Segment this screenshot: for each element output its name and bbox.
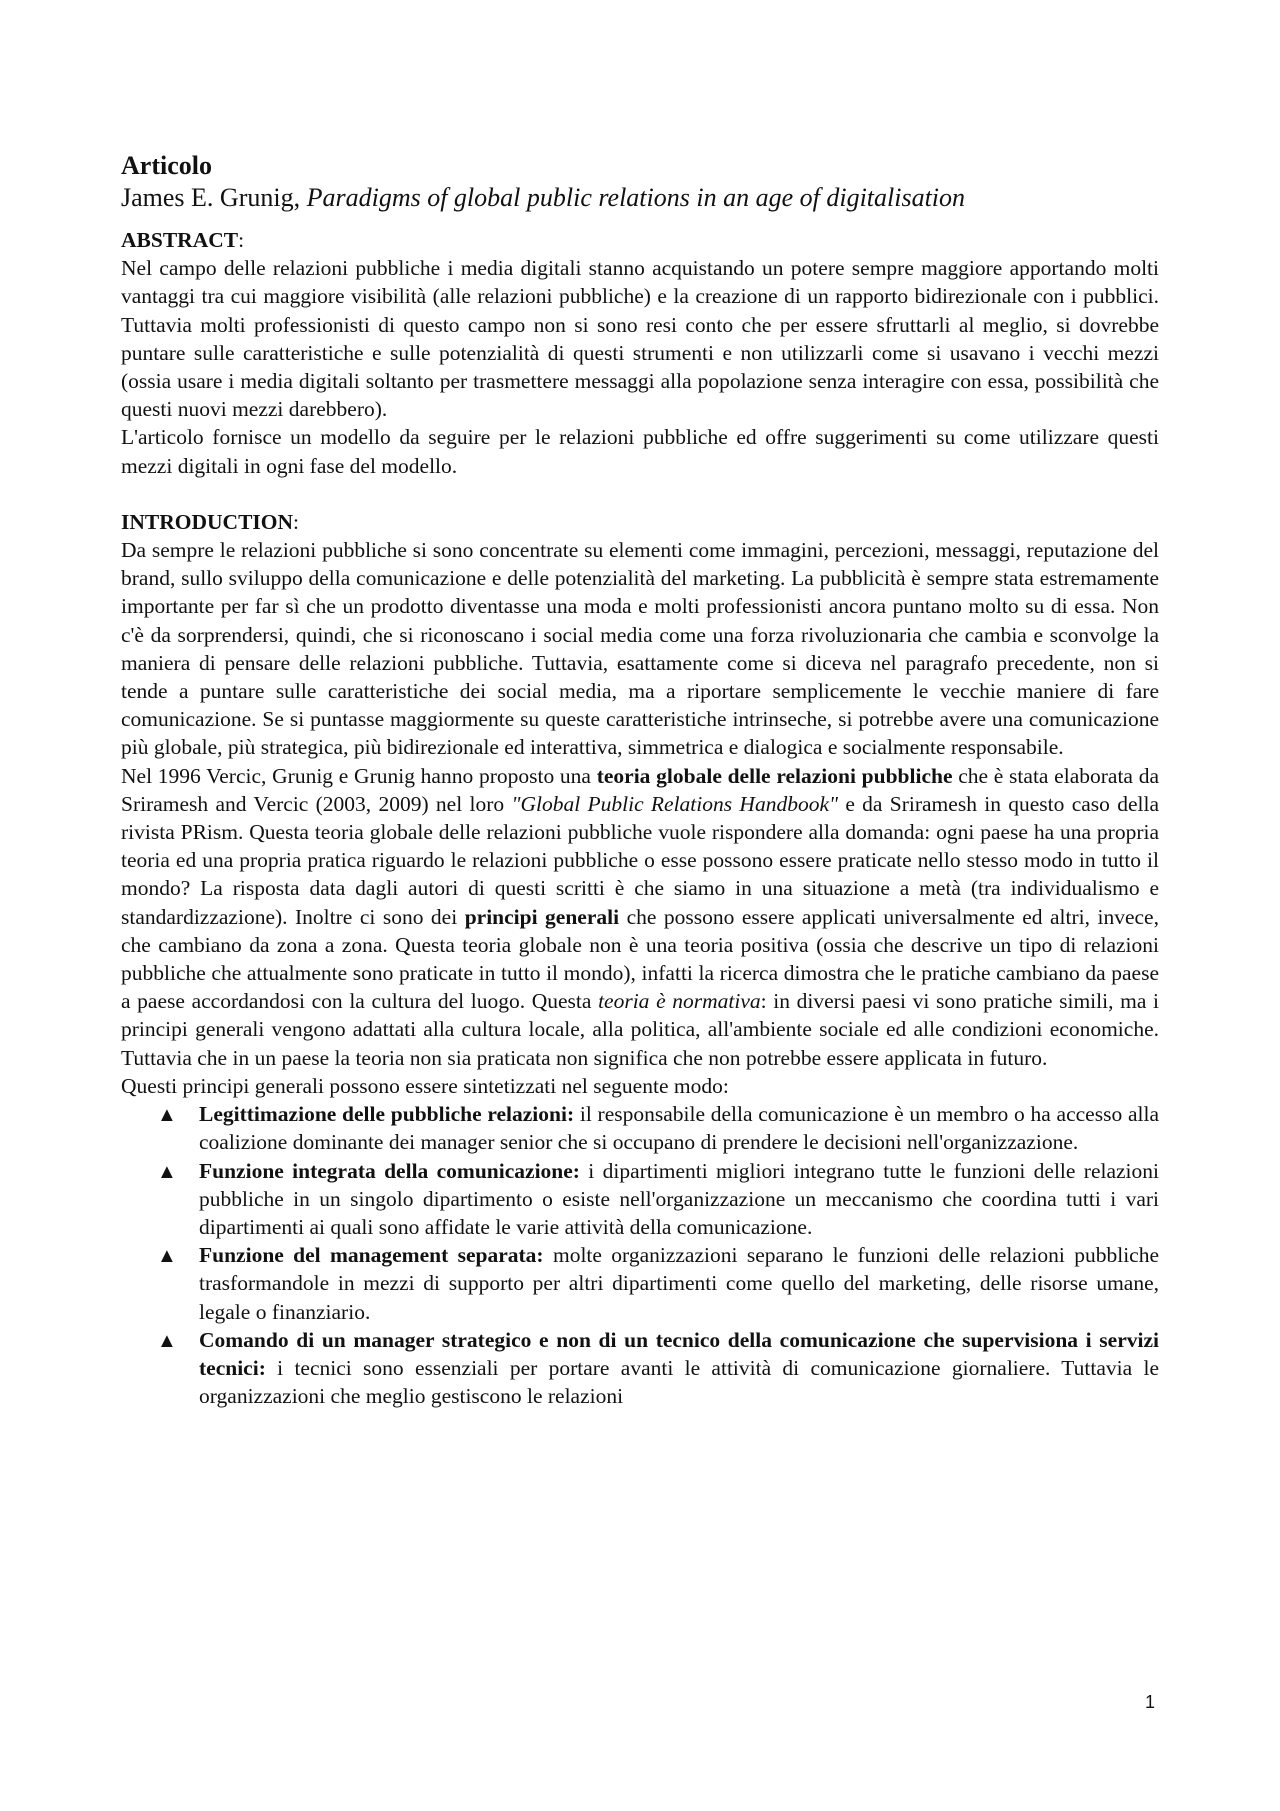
section-spacer: [121, 480, 1159, 508]
principle-text: i dipartimenti migliori integrano tutte le funzioni delle relazioni pubbliche in un singolo dipartimento o esiste nell'organizzazione un meccanismo che coordina tutti i vari dipartimenti ai quali sono affidate le varie attività della comunicazione.: [199, 1158, 1159, 1239]
introduction-heading-colon: :: [293, 509, 300, 534]
principle-text: il responsabile della comunicazione è un membro o ha accesso alla coalizione dominante dei manager senior che si occupano di prendere le decisioni nell'organizzazione.: [199, 1102, 1159, 1155]
bold-term-global-theory: teoria globale delle relazioni pubbliche: [596, 763, 953, 788]
text-run: : in diversi paesi vi sono pratiche simili, ma i principi generali vengono adattati alla cultura locale, alla politica, all'ambiente sociale ed alle condizioni economiche. Tuttavia che in un paese la teoria non sia praticata non significa che non potrebbe essere applicata in futuro.: [121, 989, 1160, 1070]
abstract-paragraph-1: Nel campo delle relazioni pubbliche i media digitali stanno acquistando un potere sempre maggiore apportando molti vantaggi tra cui maggiore visibilità (alle relazioni pubbliche) e la creazione di un rapporto bidirezionale con i pubblici. Tuttavia molti professionisti di questo campo non si sono resi conto che per essere sfruttarli al meglio, si dovrebbe puntare sulle caratteristiche e sulle potenzialità di questi strumenti e non utilizzarli come si usavano i vecchi mezzi (ossia usare i media digitali soltanto per trasmettere messaggi alla popolazione senza interagire con essa, possibilità che questi nuovi mezzi darebbero).: [121, 256, 1159, 422]
introduction-paragraph-1: Da sempre le relazioni pubbliche si sono concentrate su elementi come immagini, percezioni, messaggi, reputazione del brand, sullo sviluppo della comunicazione e delle potenzialità del marketing. La pubblicità è sempre stata estremamente importante per far sì che un prodotto diventasse una moda e molti professionisti ancora puntano molto su di essa. Non c'è da sorprendersi, quindi, che si riconoscano i social media come una forza rivoluzionaria che cambia e sconvolge la maniera di pensare delle relazioni pubbliche. Tuttavia, esattamente come si diceva nel paragrafo precedente, non si tende a puntare sulle caratteristiche dei social media, ma a riportare semplicemente le vecchie maniere di fare comunicazione. Se si puntasse maggiormente su queste caratteristiche intrinseche, si potrebbe avere una comunicazione più globale, più strategica, più bidirezionale ed interattiva, simmetrica e dialogica e socialmente responsabile.: [121, 538, 1159, 760]
article-citation: [121, 182, 1159, 214]
list-item: [157, 1326, 1159, 1411]
italic-handbook-title: "Global Public Relations Handbook": [511, 791, 839, 816]
triangle-bullet-icon: ▲: [157, 1329, 177, 1352]
author-name: James E. Grunig,: [121, 183, 307, 212]
introduction-heading: INTRODUCTION: [121, 509, 294, 534]
principle-text: molte organizzazioni separano le funzioni delle relazioni pubbliche trasformandole in mezzi di supporto per altri dipartimenti come quello del marketing, delle risorse umane, legale o finanziario.: [199, 1243, 1160, 1324]
abstract-section: [121, 226, 1159, 480]
text-run: che possono essere applicati universalmente ed altri, invece, che cambiano da zona a zona. Questa teoria globale non è una teoria positiva (ossia che descrive un tipo di relazioni pubbliche che attualmente sono praticate in tutto il mondo), infatti la ricerca dimostra che le pratiche cambiano da paese a paese accordandosi con la cultura del luogo. Questa: [121, 904, 1159, 1014]
principle-term: Comando di un manager strategico e non di un tecnico della comunicazione che supervisiona i servizi tecnici:: [199, 1327, 1159, 1380]
principle-term: Funzione integrata della comunicazione:: [199, 1158, 580, 1183]
italic-normative-theory: teoria è normativa: [598, 989, 761, 1014]
document-page: [121, 150, 1159, 1410]
document-label: Articolo: [121, 151, 212, 180]
triangle-bullet-icon: ▲: [157, 1245, 177, 1268]
abstract-paragraph-2: L'articolo fornisce un modello da seguire per le relazioni pubbliche ed offre suggerimenti su come utilizzare questi mezzi digitali in ogni fase del modello.: [121, 425, 1159, 478]
bold-term-general-principles: principi generali: [464, 904, 620, 929]
list-item: [157, 1241, 1160, 1326]
text-run: che è stata elaborata da Sriramesh and Vercic (2003, 2009) nel loro: [121, 763, 1159, 816]
introduction-section: [121, 508, 1159, 1411]
triangle-bullet-icon: ▲: [157, 1160, 177, 1183]
abstract-heading-colon: :: [238, 228, 245, 252]
list-item: [157, 1100, 1159, 1156]
text-run: e da Sriramesh in questo caso della rivista PRism. Questa teoria globale delle relazioni pubbliche vuole rispondere alla domanda: ogni paese ha una propria teoria ed una propria pratica riguardo le relazioni pubbliche o esse possono essere praticate nello stesso modo in tutto il mondo? La risposta data dagli autori di questi scritti è che siamo in una situazione a metà (tra individualismo e standardizzazione). Inoltre ci sono dei: [121, 791, 1159, 929]
text-run: Nel 1996 Vercic, Grunig e Grunig hanno proposto una: [121, 763, 597, 788]
list-item: [157, 1157, 1159, 1242]
principles-list: [121, 1100, 1159, 1410]
principle-term: Funzione del management separata:: [199, 1243, 544, 1268]
page-number: 1: [1145, 1692, 1156, 1712]
abstract-heading: ABSTRACT: [121, 228, 239, 252]
principle-text: i tecnici sono essenziali per portare avanti le attività di comunicazione giornaliere. Tuttavia le organizzazioni che meglio gestiscono le relazioni: [199, 1355, 1159, 1409]
principle-term: Legittimazione delle pubbliche relazioni:: [199, 1102, 575, 1127]
introduction-paragraph-3: Questi principi generali possono essere sintetizzati nel seguente modo:: [121, 1073, 729, 1098]
triangle-bullet-icon: ▲: [157, 1104, 177, 1127]
introduction-paragraph-2: [121, 762, 1159, 1072]
article-title: Paradigms of global public relations in an age of digitalisation: [306, 183, 966, 212]
